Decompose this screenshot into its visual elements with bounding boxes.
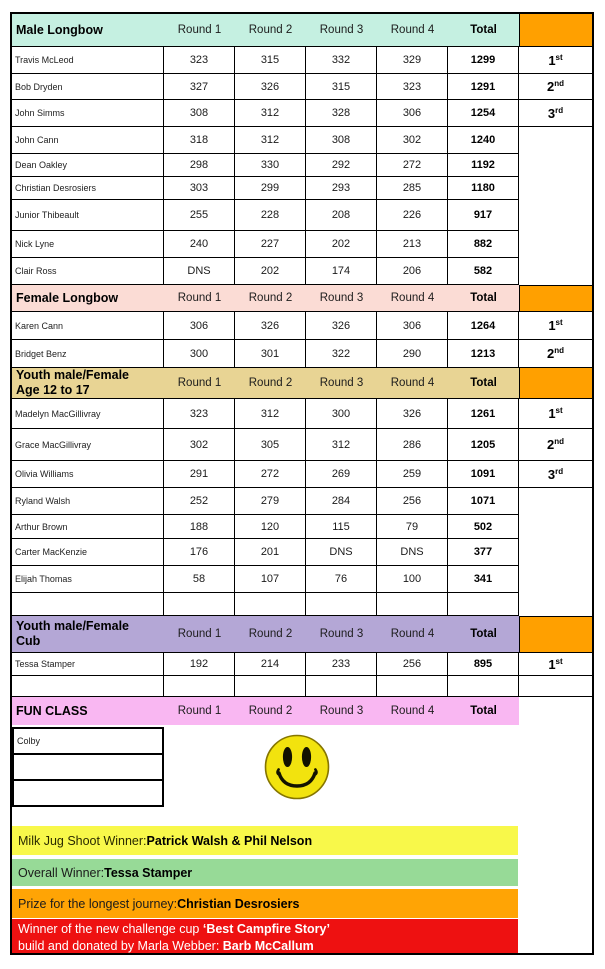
score-cell: 100 [377,566,448,593]
section-title-line: Youth male/Female [16,368,129,382]
player-name-cell: John Simms [12,100,164,127]
score-cell: 76 [306,566,377,593]
score-cell: 302 [164,429,235,461]
table-row [12,100,592,127]
score-cell [164,676,235,697]
score-cell: 202 [306,231,377,258]
rank-number: 3 [547,105,556,121]
total-cell: 882 [448,231,519,258]
score-cell: 201 [235,539,306,566]
results-table-frame [10,12,594,955]
player-name-cell: Bridget Benz [12,340,164,368]
rank-suffix: st [555,656,563,666]
rank-number: 2 [546,346,555,361]
place-header-cell [519,285,592,312]
score-cell: 305 [235,429,306,461]
score-cell: 312 [235,399,306,429]
round-column-header: Round 3 [319,377,364,389]
table-row [12,676,592,697]
table-row [12,566,592,593]
table-row [12,154,592,177]
score-cell: 326 [306,312,377,340]
score-cell: 301 [235,340,306,368]
table-row [12,127,592,154]
section-header-band [12,697,519,725]
total-cell: 1240 [448,127,519,154]
score-cell: 279 [235,488,306,515]
score-cell: 176 [164,539,235,566]
overall-winner-banner [12,859,518,886]
score-cell: 312 [235,127,306,154]
score-cell [164,593,235,616]
score-cell: 326 [235,74,306,100]
score-cell: 303 [164,177,235,200]
table-row [12,47,592,74]
section-header-row [12,697,592,725]
score-cell [377,593,448,616]
table-row [12,593,592,616]
score-cell: 79 [377,515,448,539]
section-header-row [12,14,592,47]
player-name-cell: Olivia Williams [12,461,164,488]
rank-number: 2 [546,79,555,94]
round-column-header: Round 2 [248,292,293,304]
banner-label: Milk Jug Shoot Winner: [18,833,147,848]
score-cell: 259 [377,461,448,488]
player-name-cell: Christian Desrosiers [12,177,164,200]
rank-suffix: rd [555,105,564,115]
milk-jug-winner-banner [12,826,518,855]
score-cell: 284 [306,488,377,515]
rank-number: 3 [547,466,556,482]
total-column-header: Total [470,24,497,36]
table-row [12,340,592,368]
rank-suffix: st [555,406,563,415]
banner-winner-name: Christian Desrosiers [177,896,300,911]
score-cell: 329 [377,47,448,74]
rank-number: 1 [548,318,556,333]
score-cell: 298 [164,154,235,177]
round-column-header: Round 3 [319,628,364,640]
place-cell [519,47,592,74]
section-header-band [12,368,519,399]
section-title-line: Age 12 to 17 [16,383,90,397]
round-column-header: Round 2 [248,24,293,36]
challenge-cup-banner [12,919,518,953]
place-cell [519,200,592,231]
score-cell: 327 [164,74,235,100]
score-cell: 292 [306,154,377,177]
rank-suffix: st [555,318,563,327]
section-title-line: Cub [16,634,41,648]
rank-suffix: nd [554,346,564,355]
table-row [12,312,592,340]
score-cell: 308 [306,127,377,154]
score-cell: 188 [164,515,235,539]
score-cell: 269 [306,461,377,488]
fun-class-name-cell: Colby [14,729,162,755]
table-row [12,399,592,429]
total-cell: 341 [448,566,519,593]
player-name-cell: Dean Oakley [12,154,164,177]
table-row [12,74,592,100]
score-cell: 326 [377,399,448,429]
round-column-header: Round 3 [319,292,364,304]
score-cell: 208 [306,200,377,231]
banner-label: Overall Winner: [18,865,105,880]
section-title-line: Female Longbow [16,290,119,305]
section-title-line: Youth male/Female [16,619,129,633]
round-column-header: Round 4 [390,628,435,640]
score-cell: 315 [306,74,377,100]
score-cell: 272 [235,461,306,488]
rank-number: 1 [548,52,556,68]
score-cell: 202 [235,258,306,285]
score-cell: 227 [235,231,306,258]
player-name-cell: Grace MacGillivray [12,429,164,461]
score-cell: 240 [164,231,235,258]
player-name-cell: Ryland Walsh [12,488,164,515]
score-cell: 174 [306,258,377,285]
round-column-header: Round 3 [319,705,364,717]
score-cell: 192 [164,653,235,676]
score-cell [377,676,448,697]
rank-suffix: st [555,52,563,62]
score-cell: 107 [235,566,306,593]
section-title [12,285,164,311]
score-cell: 290 [377,340,448,368]
place-cell [519,399,592,429]
total-cell: 1205 [448,429,519,461]
place-cell [519,653,592,676]
table-row [12,258,592,285]
player-name-cell: Travis McLeod [12,47,164,74]
player-name-cell: John Cann [12,127,164,154]
fun-class-area [12,725,592,826]
total-cell: 377 [448,539,519,566]
section-header-band [12,285,519,312]
fun-class-name-list [12,727,164,807]
player-name-cell: Clair Ross [12,258,164,285]
score-cell: 252 [164,488,235,515]
total-cell: 1180 [448,177,519,200]
round-column-header: Round 1 [177,377,222,389]
header-right-spacer [519,697,592,725]
round-column-header: Round 4 [390,24,435,36]
place-cell [519,461,592,488]
score-cell: 323 [377,74,448,100]
fun-class-name-cell [14,781,162,805]
score-cell: 326 [235,312,306,340]
table-row [12,515,592,539]
place-cell [519,488,592,515]
banner-winner-name: Patrick Walsh & Phil Nelson [146,833,313,848]
total-cell: 1264 [448,312,519,340]
score-cell: 115 [306,515,377,539]
score-cell: 306 [164,312,235,340]
table-row [12,539,592,566]
place-cell [519,100,592,127]
total-column-header: Total [470,628,497,640]
table-row [12,461,592,488]
rank-number: 1 [548,406,556,421]
table-row [12,200,592,231]
player-name-cell [12,593,164,616]
score-cell [235,676,306,697]
player-name-cell: Arthur Brown [12,515,164,539]
rank-suffix: rd [555,466,564,476]
place-cell [519,154,592,177]
section-header-row [12,285,592,312]
score-cell: 58 [164,566,235,593]
player-name-cell: Tessa Stamper [12,653,164,676]
rank-number: 1 [548,656,556,672]
total-column-header: Total [470,377,497,389]
place-cell [519,258,592,285]
score-cell: 228 [235,200,306,231]
section-header-row [12,616,592,653]
section-header-band [12,616,519,653]
score-cell: DNS [164,258,235,285]
score-cell: 120 [235,515,306,539]
round-column-header: Round 4 [390,377,435,389]
player-name-cell: Madelyn MacGillivray [12,399,164,429]
results-table [12,14,592,725]
score-cell: 323 [164,399,235,429]
score-cell: 255 [164,200,235,231]
banner-line-2: build and donated by Marla Webber: Barb McCallum [18,938,314,953]
total-cell: 582 [448,258,519,285]
total-cell: 1091 [448,461,519,488]
place-cell [519,177,592,200]
score-cell: 214 [235,653,306,676]
total-cell: 1299 [448,47,519,74]
score-cell: 256 [377,653,448,676]
score-cell: 226 [377,200,448,231]
score-cell: 318 [164,127,235,154]
section-title [12,368,164,398]
score-cell: 286 [377,429,448,461]
player-name-cell: Junior Thibeault [12,200,164,231]
round-column-header: Round 3 [319,24,364,36]
banner-winner-name: Tessa Stamper [104,865,193,880]
score-cell: 291 [164,461,235,488]
score-cell [306,593,377,616]
section-title [12,616,164,652]
player-name-cell: Nick Lyne [12,231,164,258]
total-cell [448,593,519,616]
round-column-header: Round 1 [177,628,222,640]
round-column-header: Round 4 [390,705,435,717]
place-cell [519,127,592,154]
section-title-line: FUN CLASS [16,703,88,718]
section-title [12,697,164,725]
score-cell: 312 [306,429,377,461]
score-cell: 330 [235,154,306,177]
total-cell: 1261 [448,399,519,429]
score-cell: 206 [377,258,448,285]
section-title-line: Male Longbow [16,22,103,37]
section-header-band [12,14,519,47]
longest-journey-banner [12,889,518,918]
round-column-header: Round 1 [177,705,222,717]
score-cell: 306 [377,312,448,340]
table-row [12,429,592,461]
player-name-cell: Bob Dryden [12,74,164,100]
score-cell: 328 [306,100,377,127]
player-name-cell: Elijah Thomas [12,566,164,593]
total-cell: 1071 [448,488,519,515]
section-header-row [12,368,592,399]
round-column-header: Round 2 [248,705,293,717]
score-cell: 315 [235,47,306,74]
place-cell [519,74,592,100]
rank-number: 2 [546,437,555,452]
place-header-cell [519,14,592,47]
total-cell: 502 [448,515,519,539]
table-row [12,231,592,258]
score-cell: DNS [377,539,448,566]
round-column-header: Round 4 [390,292,435,304]
score-cell: DNS [306,539,377,566]
rank-suffix: nd [554,437,564,446]
place-cell [519,429,592,461]
place-cell [519,539,592,566]
total-cell: 895 [448,653,519,676]
score-cell: 299 [235,177,306,200]
place-cell [519,676,592,697]
round-column-header: Round 2 [248,377,293,389]
place-cell [519,515,592,539]
score-cell: 256 [377,488,448,515]
score-cell: 300 [164,340,235,368]
score-cell: 322 [306,340,377,368]
score-cell: 213 [377,231,448,258]
round-column-header: Round 2 [248,628,293,640]
player-name-cell [12,676,164,697]
score-cell: 285 [377,177,448,200]
score-cell [235,593,306,616]
score-cell: 300 [306,399,377,429]
score-cell: 332 [306,47,377,74]
table-row [12,488,592,515]
score-cell: 308 [164,100,235,127]
total-cell: 1254 [448,100,519,127]
score-cell [306,676,377,697]
total-cell [448,676,519,697]
place-cell [519,231,592,258]
round-column-header: Round 1 [177,24,222,36]
total-column-header: Total [470,705,497,717]
player-name-cell: Carter MacKenzie [12,539,164,566]
table-row [12,177,592,200]
total-column-header: Total [470,292,497,304]
score-cell: 323 [164,47,235,74]
place-cell [519,566,592,593]
place-header-cell [519,368,592,399]
total-cell: 1192 [448,154,519,177]
banner-line-1: Winner of the new challenge cup ‘Best Campfire Story’ [18,922,330,936]
score-cell: 272 [377,154,448,177]
place-cell [519,340,592,368]
score-cell: 233 [306,653,377,676]
score-cell: 302 [377,127,448,154]
total-cell: 1213 [448,340,519,368]
banner-label: Prize for the longest journey: [18,896,178,911]
smiley-face-icon [263,733,331,801]
total-cell: 1291 [448,74,519,100]
fun-class-name-cell [14,755,162,781]
place-header-cell [519,616,592,653]
score-cell: 293 [306,177,377,200]
score-cell: 306 [377,100,448,127]
section-title [12,14,164,46]
total-cell: 917 [448,200,519,231]
place-cell [519,593,592,616]
table-row [12,653,592,676]
player-name-cell: Karen Cann [12,312,164,340]
rank-suffix: nd [554,79,564,88]
score-cell: 312 [235,100,306,127]
place-cell [519,312,592,340]
round-column-header: Round 1 [177,292,222,304]
